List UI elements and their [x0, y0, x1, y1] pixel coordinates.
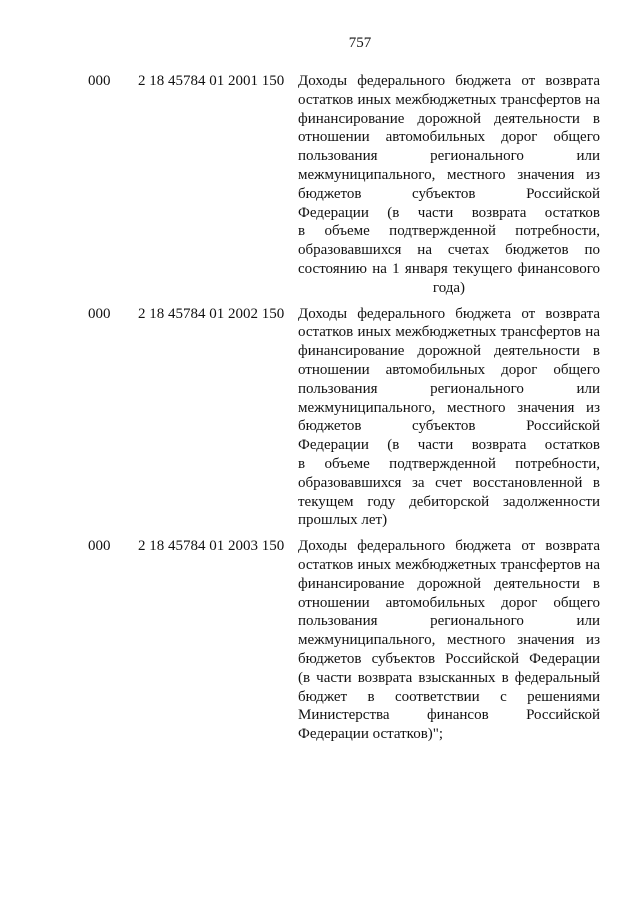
description-line: финансирование дорожной деятельности в: [298, 343, 600, 360]
description-line: образовавшихся на счетах бюджетов по: [298, 242, 600, 259]
description-line: Федерации (в части возврата остатков: [298, 437, 600, 454]
description-line: в объеме подтвержденной потребности,: [298, 455, 600, 472]
description-line: межмуниципального, местного значения из: [298, 399, 600, 416]
description-line: в объеме подтвержденной потребности,: [298, 223, 600, 240]
budget-entry: [88, 72, 608, 298]
description-line: пользования регионального или: [298, 613, 600, 630]
admin-code: 000: [88, 538, 111, 555]
description-line: года): [432, 279, 466, 296]
description-line: отношении автомобильных дорог общего: [298, 129, 600, 146]
description-line: текущем году дебиторской задолженности: [298, 493, 600, 510]
budget-code-list: [88, 72, 608, 751]
admin-code: 000: [88, 305, 111, 322]
description-line: межмуниципального, местного значения из: [298, 166, 600, 183]
budget-classification-code: 2 18 45784 01 2001 150: [138, 73, 285, 89]
description-line: пользования регионального или: [298, 148, 600, 165]
description-line: Доходы федерального бюджета от возврата: [298, 305, 600, 322]
description-line: остатков иных межбюджетных трансфертов на: [298, 556, 600, 573]
description-line: Доходы федерального бюджета от возврата: [298, 73, 600, 89]
description-line: отношении автомобильных дорог общего: [298, 361, 600, 378]
description-line: пользования регионального или: [298, 380, 600, 397]
budget-entry: [88, 537, 608, 744]
entry-description: [298, 537, 600, 744]
description-line: бюджет в соответствии с решениями: [298, 688, 600, 705]
budget-entry: [88, 305, 608, 531]
description-line: остатков иных межбюджетных трансфертов на: [298, 91, 600, 108]
description-line: прошлых лет): [298, 512, 388, 529]
description-line: Министерства финансов Российской: [298, 707, 600, 724]
description-line: состоянию на 1 января текущего финансового: [298, 260, 600, 277]
description-line: межмуниципального, местного значения из: [298, 632, 600, 649]
page-number: 757: [348, 35, 372, 51]
description-line: бюджетов субъектов Российской: [298, 185, 600, 202]
budget-classification-code: 2 18 45784 01 2003 150: [138, 538, 285, 555]
description-line: финансирование дорожной деятельности в: [298, 110, 600, 127]
entry-description: [298, 305, 600, 531]
description-line: отношении автомобильных дорог общего: [298, 594, 600, 611]
description-line: бюджетов субъектов Российской Федерации: [298, 650, 600, 667]
description-line: Федерации (в части возврата остатков: [298, 204, 600, 221]
description-line: бюджетов субъектов Российской: [298, 418, 600, 435]
budget-classification-code: 2 18 45784 01 2002 150: [138, 305, 285, 322]
description-line: Федерации остатков)";: [298, 726, 444, 743]
description-line: Доходы федерального бюджета от возврата: [298, 538, 600, 555]
entry-description: [298, 72, 600, 298]
description-line: (в части возврата взысканных в федеральный: [298, 669, 600, 686]
description-line: остатков иных межбюджетных трансфертов на: [298, 324, 600, 341]
description-line: финансирование дорожной деятельности в: [298, 575, 600, 592]
description-line: образовавшихся за счет восстановленной в: [298, 474, 600, 491]
admin-code: 000: [88, 73, 111, 89]
